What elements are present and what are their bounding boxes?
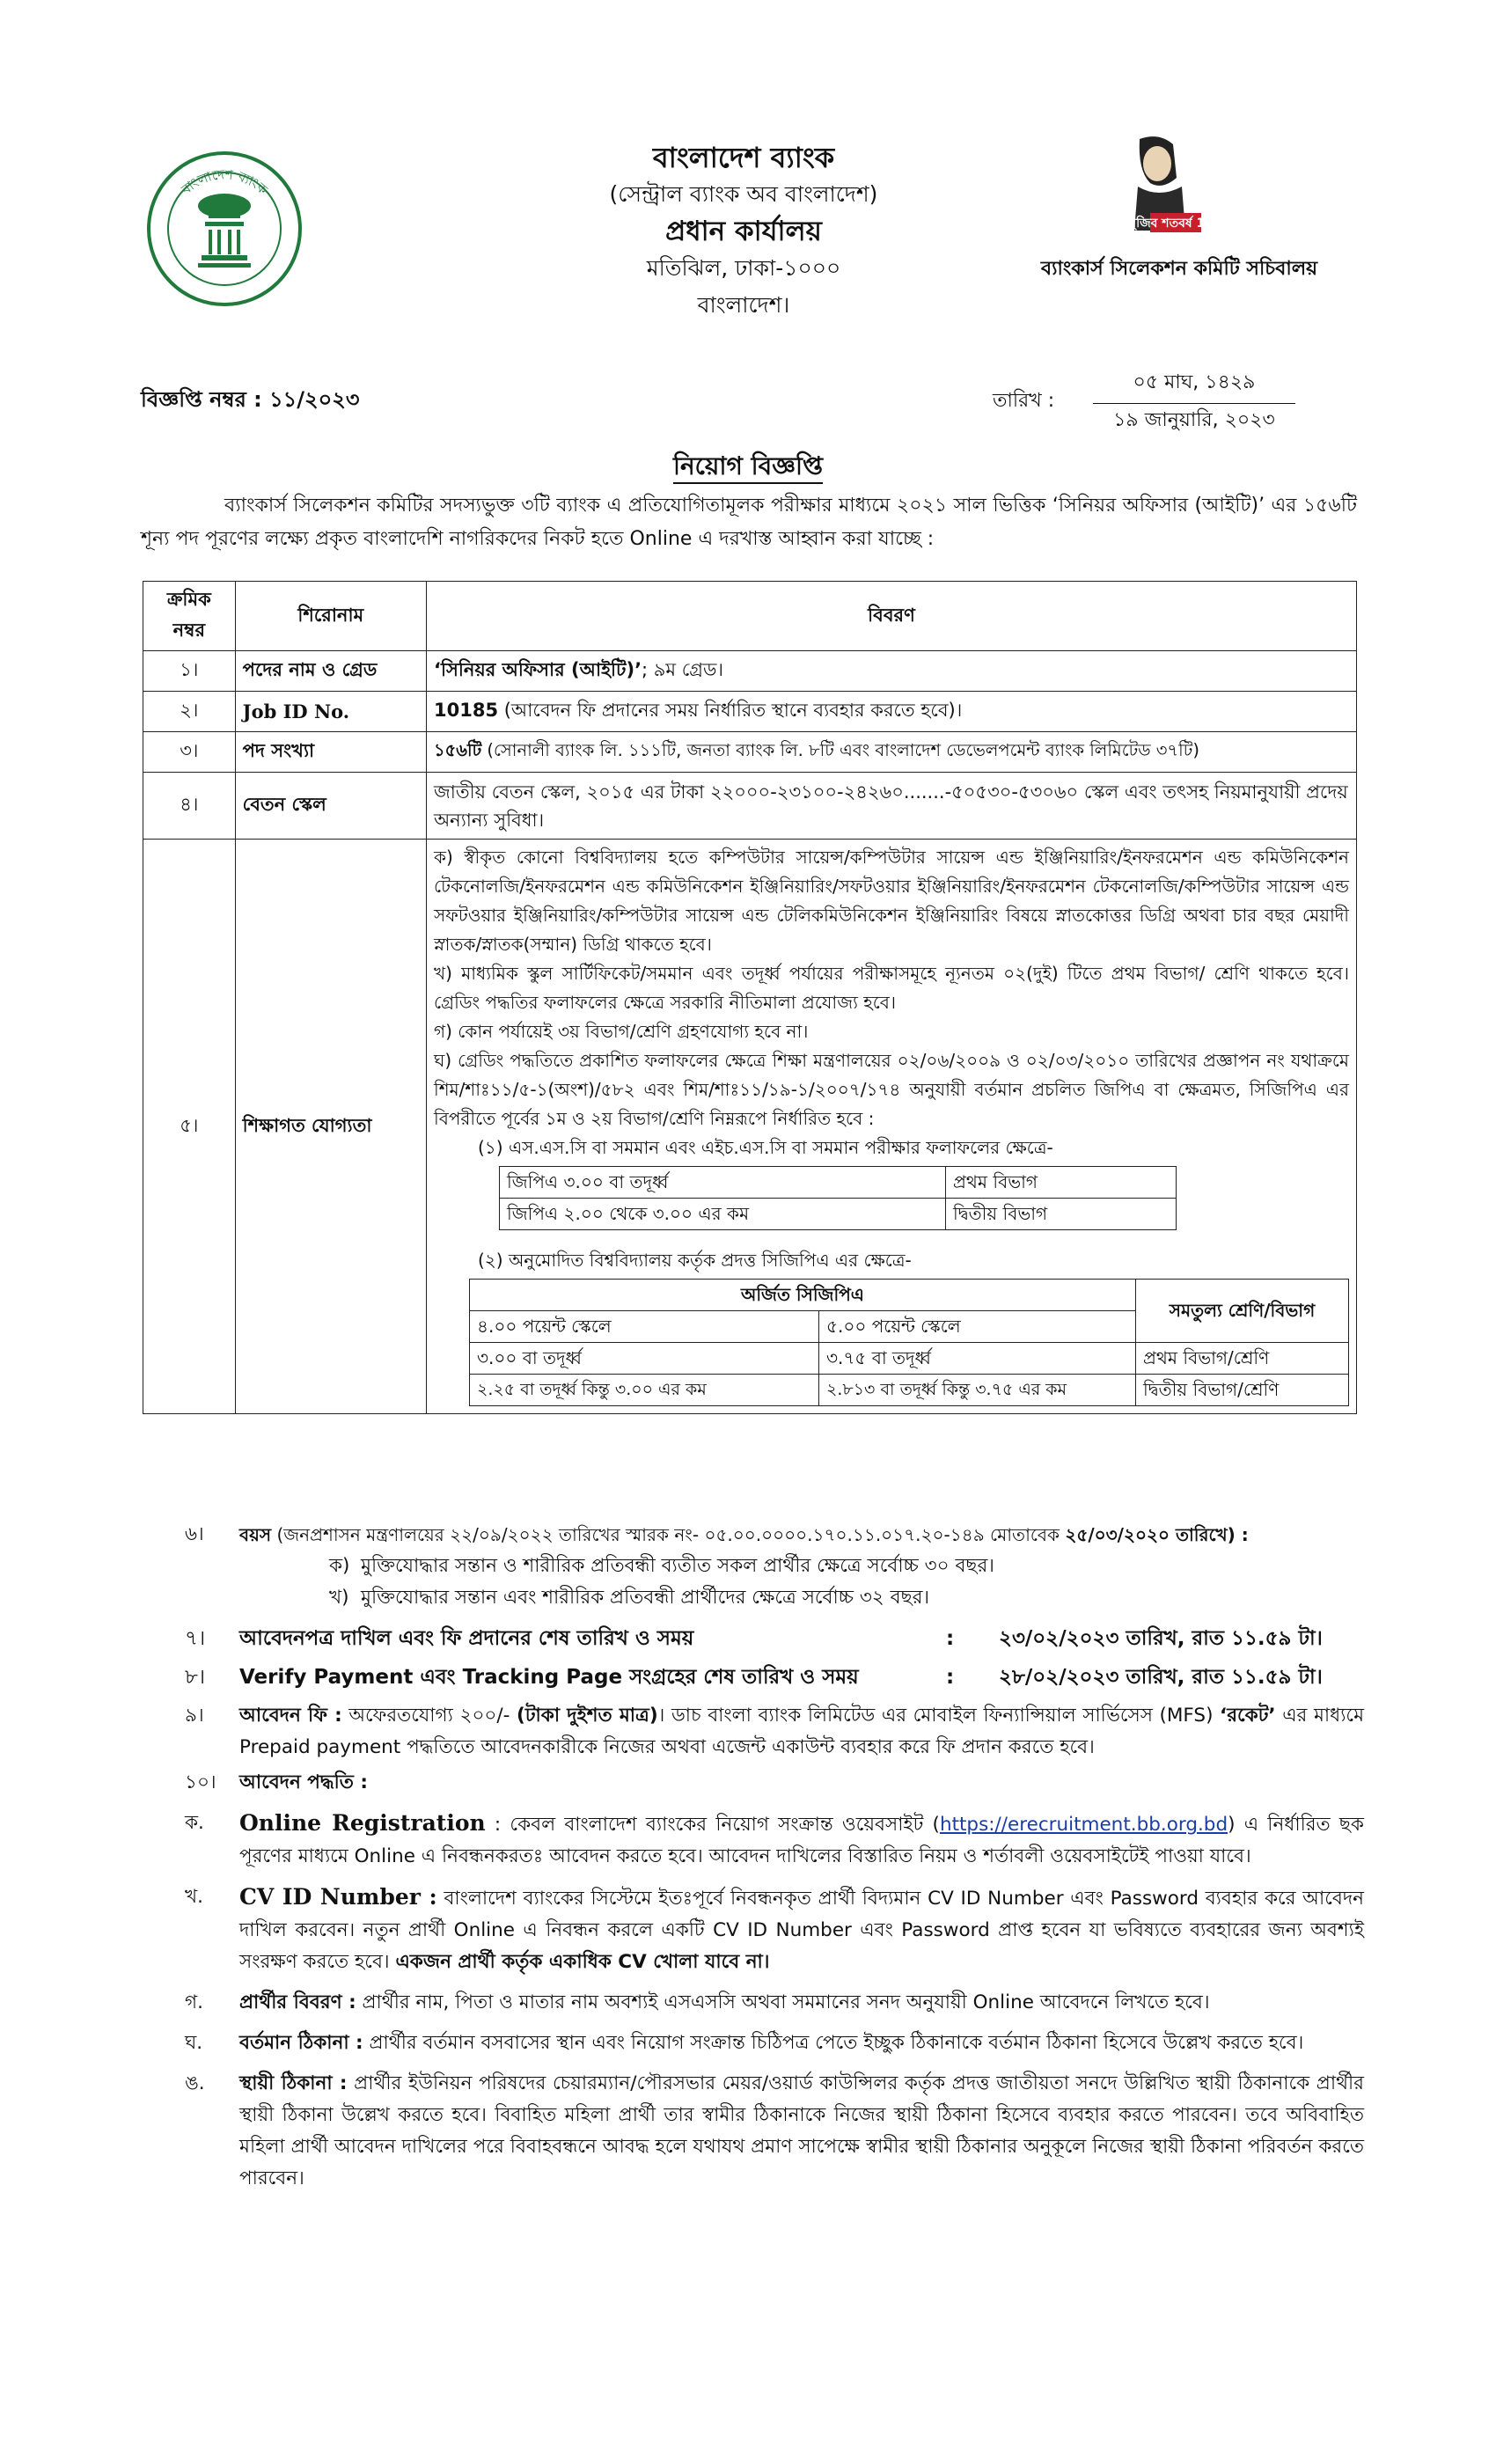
item-fee: [141, 1700, 1364, 1764]
org-name: বাংলাদেশ ব্যাংক: [652, 141, 835, 174]
deadline-label: Verify Payment এবং Tracking Page সংগ্রহের শেষ তারিখ ও সময়: [239, 1666, 859, 1689]
col-header-description: বিবরণ: [427, 582, 1357, 651]
row-title: বেতন স্কেল: [235, 773, 426, 840]
mujib-centenary-logo: [1104, 132, 1254, 246]
table-row: [470, 1375, 1349, 1406]
online-registration-text: Online Registration : কেবল বাংলাদেশ ব্যাংকের নিয়োগ সংক্রান্ত ওয়েবসাইট (https://erecruitment.bb.org.bd) এ নির্ধারিত ছক পূরণের মাধ্যমে Online এ নিবন্ধনকরতঃ আবেদন করতে হবে। আবেদন দাখিলের বিস্তারিত নিয়ম ও শর্তাবলী ওয়েবসাইটেই পাওয়া যাবে।: [239, 1810, 1364, 1867]
job-details-table: [143, 581, 1357, 1414]
table-row: [500, 1199, 1177, 1230]
item-number: ৭।: [185, 1627, 206, 1650]
intro-paragraph: ব্যাংকার্স সিলেকশন কমিটির সদস্যভুক্ত ৩টি ব্যাংক এ প্রতিযোগিতামূলক পরীক্ষার মাধ্যমে ২০২১ সাল ভিত্তিক ‘সিনিয়র অফিসার (আইটি)’ এর ১৫৬টি শূন্য পদ পূরণের লক্ষ্যে প্রকৃত বাংলাদেশি নাগরিকদের নিকট হতে Online এ দরখাস্ত আহ্বান করা যাচ্ছে :: [141, 495, 1357, 550]
item-number: ১০।: [185, 1771, 216, 1793]
table-row: [143, 692, 1357, 732]
colon: :: [946, 1627, 955, 1650]
item-number: ৬।: [185, 1523, 204, 1545]
item-fee-text: আবেদন ফি : অফেরতযোগ্য ২০০/- (টাকা দুইশত মাত্র)। ডাচ বাংলা ব্যাংক লিমিটেড এর মোবাইল ফিন্যান্সিয়াল সার্ভিসেস (MFS) ‘রকেট’ এর মাধ্যমে Prepaid payment পদ্ধতিতে আবেদনকারীকে নিজের অথবা এজেন্ট একাউন্ট ব্যবহার করে ফি প্রদান করতে হবে।: [239, 1705, 1365, 1758]
sub-text: মুক্তিযোদ্ধার সন্তান ও শারীরিক প্রতিবন্ধী ব্যতীত সকল প্রার্থীর ক্ষেত্রে সর্বোচ্চ ৩০ বছর।: [361, 1555, 994, 1577]
item-age: [141, 1519, 1364, 1551]
sub-marker: ক): [329, 1555, 350, 1577]
logo-right-text: মুজিব শতবর্ষ 100: [1129, 216, 1222, 231]
sub-marker: ঘ.: [185, 2032, 203, 2054]
page-title: নিয়োগ বিজ্ঞপ্তি: [0, 447, 1496, 488]
col-header-serial: ক্রমিক নম্বর: [143, 582, 236, 651]
qualification-gha: ঘ) গ্রেডিং পদ্ধতিতে প্রকাশিত ফলাফলের ক্ষেত্রে শিক্ষা মন্ত্রণালয়ের ০২/০৬/২০০৯ ও ০২/০৩/২০১০ তারিখের প্রজ্ঞাপন নং যথাক্রমে শিম/শাঃ১১/৫-১(অংশ)/৫৮২ এবং শিম/শাঃ১১/১৯-১/২০০৭/১৭৪ অনুযায়ী বর্তমান প্রচলিত জিপিএ বা ক্ষেত্রমত, সিজিপিএ এর বিপরীতে পূর্বের ১ম ও ২য় বিভাগ/শ্রেণি নিম্নরূপে নির্ধারিত হবে :: [434, 1050, 1349, 1129]
notice-items: [141, 1519, 1364, 2195]
header-block: [493, 139, 994, 324]
recruitment-website-link[interactable]: https://erecruitment.bb.org.bd: [939, 1814, 1228, 1836]
colon: :: [946, 1666, 955, 1689]
deadline-value: ২৩/০২/২০২৩ তারিখ, রাত ১১.৫৯ টা।: [999, 1627, 1323, 1650]
method-present-address: [141, 2028, 1364, 2059]
sub-marker: খ): [329, 1587, 349, 1609]
deadline-label: আবেদনপত্র দাখিল এবং ফি প্রদানের শেষ তারিখ ও সময়: [239, 1627, 694, 1650]
ssc-division-cell: প্রথম বিভাগ: [946, 1167, 1177, 1199]
cgpa-scale-4-header: ৪.০০ পয়েন্ট স্কেলে: [470, 1311, 819, 1343]
cgpa-cell: ৩.০০ বা তদূর্ধ্ব: [470, 1343, 819, 1375]
item-method-label: আবেদন পদ্ধতি :: [239, 1771, 369, 1793]
org-subtitle: (সেন্ট্রাল ব্যাংক অব বাংলাদেশ): [609, 181, 878, 207]
cgpa-equiv-cell: প্রথম বিভাগ/শ্রেণি: [1136, 1343, 1349, 1375]
table-row: [500, 1167, 1177, 1199]
method-permanent-address: [141, 2068, 1364, 2195]
row-number: ৫।: [143, 840, 236, 1414]
col-header-title: শিরোনাম: [235, 582, 426, 651]
ssc-gpa-cell: জিপিএ ৩.০০ বা তদূর্ধ্ব: [500, 1167, 946, 1199]
permanent-address-text: স্থায়ী ঠিকানা : প্রার্থীর ইউনিয়ন পরিষদের চেয়ারম্যান/পৌরসভার মেয়র/ওয়ার্ড কাউন্সিলর কর্তৃক প্রদত্ত জাতীয়তা সনদে উল্লিখিত স্থায়ী ঠিকানাকে প্রার্থীর স্থায়ী ঠিকানা উল্লেখ করতে হবে। বিবাহিত মহিলা প্রার্থী তার স্বামীর ঠিকানাকে নিজের স্থায়ী ঠিকানা হিসেবে ব্যবহার করতে পারবেন। তবে অবিবাহিত মহিলা প্রার্থী আবেদন দাখিলের পরে বিবাহবন্ধনে আবদ্ধ হলে যথাযথ প্রমাণ সাপেক্ষে স্বামীর স্থায়ী ঠিকানার অনুকূলে নিজের স্থায়ী ঠিকানা পরিবর্তন করতে পারবেন।: [239, 2072, 1364, 2189]
qualification-details: [427, 840, 1357, 1414]
table-row: [470, 1280, 1349, 1311]
qualification-kha: খ) মাধ্যমিক স্কুল সার্টিফিকেট/সমমান এবং তদূর্ধ্ব পর্যায়ের পরীক্ষাসমূহে ন্যূনতম ০২(দুই) টিতে প্রথম বিভাগ/ শ্রেণি থাকতে হবে। গ্রেডিং পদ্ধতির ফলাফলের ক্ষেত্রে সরকারি নীতিমালা প্রযোজ্য হবে।: [434, 963, 1349, 1013]
item-number: ৯।: [185, 1705, 204, 1727]
date-label: তারিখ :: [993, 390, 1055, 412]
secretariat-label: ব্যাংকার্স সিলেকশন কমিটি সচিবালয়: [1040, 258, 1318, 280]
item-age-text: বয়স (জনপ্রশাসন মন্ত্রণালয়ের ২২/০৯/২০২২ তারিখের স্মারক নং- ০৫.০০.০০০০.১৭০.১১.০১৭.২০-১৪৯ মোতাবেক ২৫/০৩/২০২০ তারিখে) :: [239, 1524, 1249, 1545]
item-application-deadline: [141, 1619, 1364, 1658]
sub-marker: গ.: [185, 1991, 203, 2013]
cgpa-scale-5-header: ৫.০০ পয়েন্ট স্কেলে: [819, 1311, 1136, 1343]
row-description: জাতীয় বেতন স্কেল, ২০১৫ এর টাকা ২২০০০-২৩১০০-২৪২৬০.......-৫০৫৩০-৫৩০৬০ স্কেল এবং তৎসহ নিয়মানুযায়ী প্রদেয় অন্যান্য সুবিধা।: [427, 773, 1357, 840]
logo-left-text: বাংলাদেশ ব্যাংক: [178, 166, 271, 198]
method-cv-id: [141, 1881, 1364, 1978]
row-title: পদ সংখ্যা: [235, 732, 426, 773]
row-title: পদের নাম ও গ্রেড: [235, 651, 426, 692]
table-row: [143, 732, 1357, 773]
sub-marker: খ.: [185, 1886, 203, 1908]
sub-marker: ঙ.: [185, 2072, 205, 2094]
method-applicant-details: [141, 1987, 1364, 2019]
ssc-gpa-cell: জিপিএ ২.০০ থেকে ৩.০০ এর কম: [500, 1199, 946, 1230]
row-title: শিক্ষাগত যোগ্যতা: [235, 840, 426, 1414]
table-row: [470, 1343, 1349, 1375]
cv-id-text: CV ID Number : বাংলাদেশ ব্যাংকের সিস্টেমে ইতঃপূর্বে নিবন্ধনকৃত প্রার্থী বিদ্যমান CV ID Number এবং Password ব্যবহার করে আবেদন দাখিল করবেন। নতুন প্রার্থী Online এ নিবন্ধন করলে একটি CV ID Number এবং Password প্রাপ্ত হবেন যা ভবিষ্যতে ব্যবহারের জন্য অবশ্যই সংরক্ষণ করতে হবে। একজন প্রার্থী কর্তৃক একাধিক CV খোলা যাবে না।: [239, 1884, 1364, 1973]
table-row: [143, 651, 1357, 692]
cgpa-grade-table: [469, 1279, 1349, 1406]
qualification-ga: গ) কোন পর্যায়েই ৩য় বিভাগ/শ্রেণি গ্রহণযোগ্য হবে না।: [434, 1021, 809, 1042]
table-header-row: [143, 582, 1357, 651]
row-description: ‘সিনিয়র অফিসার (আইটি)’; ৯ম গ্রেড।: [427, 651, 1357, 692]
table-row-qualification: [143, 840, 1357, 1414]
present-address-text: বর্তমান ঠিকানা : প্রার্থীর বর্তমান বসবাসের স্থান এবং নিয়োগ সংক্রান্ত চিঠিপত্র পেতে ইচ্ছুক ঠিকানাকে বর্তমান ঠিকানা হিসেবে উল্লেখ করতে হবে।: [239, 2032, 1304, 2054]
qualification-ka: ক) স্বীকৃত কোনো বিশ্ববিদ্যালয় হতে কম্পিউটার সায়েন্স/কম্পিউটার সায়েন্স এন্ড ইঞ্জিনিয়ারিং/ইনফরমেশন এন্ড কমিউনিকেশন টেকনোলজি/ইনফরমেশন এন্ড কমিউনিকেশন ইঞ্জিনিয়ারিং/সফটওয়ার ইঞ্জিনিয়ারিং/ইনফরমেশন টেকনোলজি/কম্পিউটার সায়েন্স এন্ড সফটওয়ার ইঞ্জিনিয়ারিং/কম্পিউটার সায়েন্স এন্ড টেলিকমিউনিকেশন ইঞ্জিনিয়ারিং বিষয়ে স্নাতকোত্তর ডিগ্রি অথবা চার বছর মেয়াদী স্নাতক/স্নাতক(সম্মান) ডিগ্রি থাকতে হবে।: [434, 847, 1349, 955]
row-description: ১৫৬টি (সোনালী ব্যাংক লি. ১১১টি, জনতা ব্যাংক লি. ৮টি এবং বাংলাদেশ ডেভেলপমেন্ট ব্যাংক লিমিটেড ৩৭টি): [427, 732, 1357, 773]
row-description: 10185 (আবেদন ফি প্রদানের সময় নির্ধারিত স্থানে ব্যবহার করতে হবে)।: [427, 692, 1357, 732]
cgpa-cell: ৩.৭৫ বা তদূর্ধ্ব: [819, 1343, 1136, 1375]
ssc-division-cell: দ্বিতীয় বিভাগ: [946, 1199, 1177, 1230]
row-title: Job ID No.: [235, 692, 426, 732]
applicant-details-text: প্রার্থীর বিবরণ : প্রার্থীর নাম, পিতা ও মাতার নাম অবশ্যই এসএসসি অথবা সমমানের সনদ অনুযায়ী Online আবেদনে লিখতে হবে।: [239, 1991, 1210, 2013]
address-line-1: মতিঝিল, ঢাকা-১০০০: [646, 255, 841, 281]
item-number: ৮।: [185, 1666, 206, 1689]
notice-number: বিজ্ঞপ্তি নম্বর : ১১/২০২৩: [141, 387, 360, 412]
sub-text: মুক্তিযোদ্ধার সন্তান এবং শারীরিক প্রতিবন্ধী প্রার্থীদের ক্ষেত্রে সর্বোচ্চ ৩২ বছর।: [361, 1587, 930, 1609]
method-online-registration: [141, 1808, 1364, 1873]
address-line-2: বাংলাদেশ।: [697, 292, 790, 318]
item-age-ka: [329, 1551, 1364, 1582]
item-age-kha: [329, 1582, 1364, 1614]
cgpa-cell: ২.২৫ বা তদূর্ধ্ব কিন্তু ৩.০০ এর কম: [470, 1375, 819, 1406]
row-number: ২।: [143, 692, 236, 732]
cgpa-cell: ২.৮১৩ বা তদূর্ধ্ব কিন্তু ৩.৭৫ এর কম: [819, 1375, 1136, 1406]
ssc-caption: (১) এস.এস.সি বা সমমান এবং এইচ.এস.সি বা সমমান পরীক্ষার ফলাফলের ক্ষেত্রে-: [478, 1137, 1053, 1158]
row-number: ৩।: [143, 732, 236, 773]
sub-marker: ক.: [185, 1812, 204, 1834]
row-number: ১।: [143, 651, 236, 692]
row-number: ৪।: [143, 773, 236, 840]
cgpa-header: অর্জিত সিজিপিএ: [470, 1280, 1136, 1311]
cgpa-equiv-cell: দ্বিতীয় বিভাগ/শ্রেণি: [1136, 1375, 1349, 1406]
cgpa-caption: (২) অনুমোদিত বিশ্ববিদ্যালয় কর্তৃক প্রদত্ত সিজিপিএ এর ক্ষেত্রে-: [478, 1250, 912, 1271]
table-row: [143, 773, 1357, 840]
date-bengali: ০৫ মাঘ, ১৪২৯: [1093, 367, 1295, 404]
ssc-grade-table: [499, 1166, 1177, 1230]
bangladesh-bank-logo: [145, 150, 304, 308]
item-payment-deadline: [141, 1658, 1364, 1697]
item-method: [141, 1767, 1364, 1799]
deadline-value: ২৮/০২/২০২৩ তারিখ, রাত ১১.৫৯ টা।: [999, 1666, 1323, 1689]
date-gregorian: ১৯ জানুয়ারি, ২০২৩: [1113, 409, 1275, 431]
office-name: প্রধান কার্যালয়: [665, 216, 822, 247]
cgpa-equiv-header: সমতুল্য শ্রেণি/বিভাগ: [1136, 1280, 1349, 1343]
